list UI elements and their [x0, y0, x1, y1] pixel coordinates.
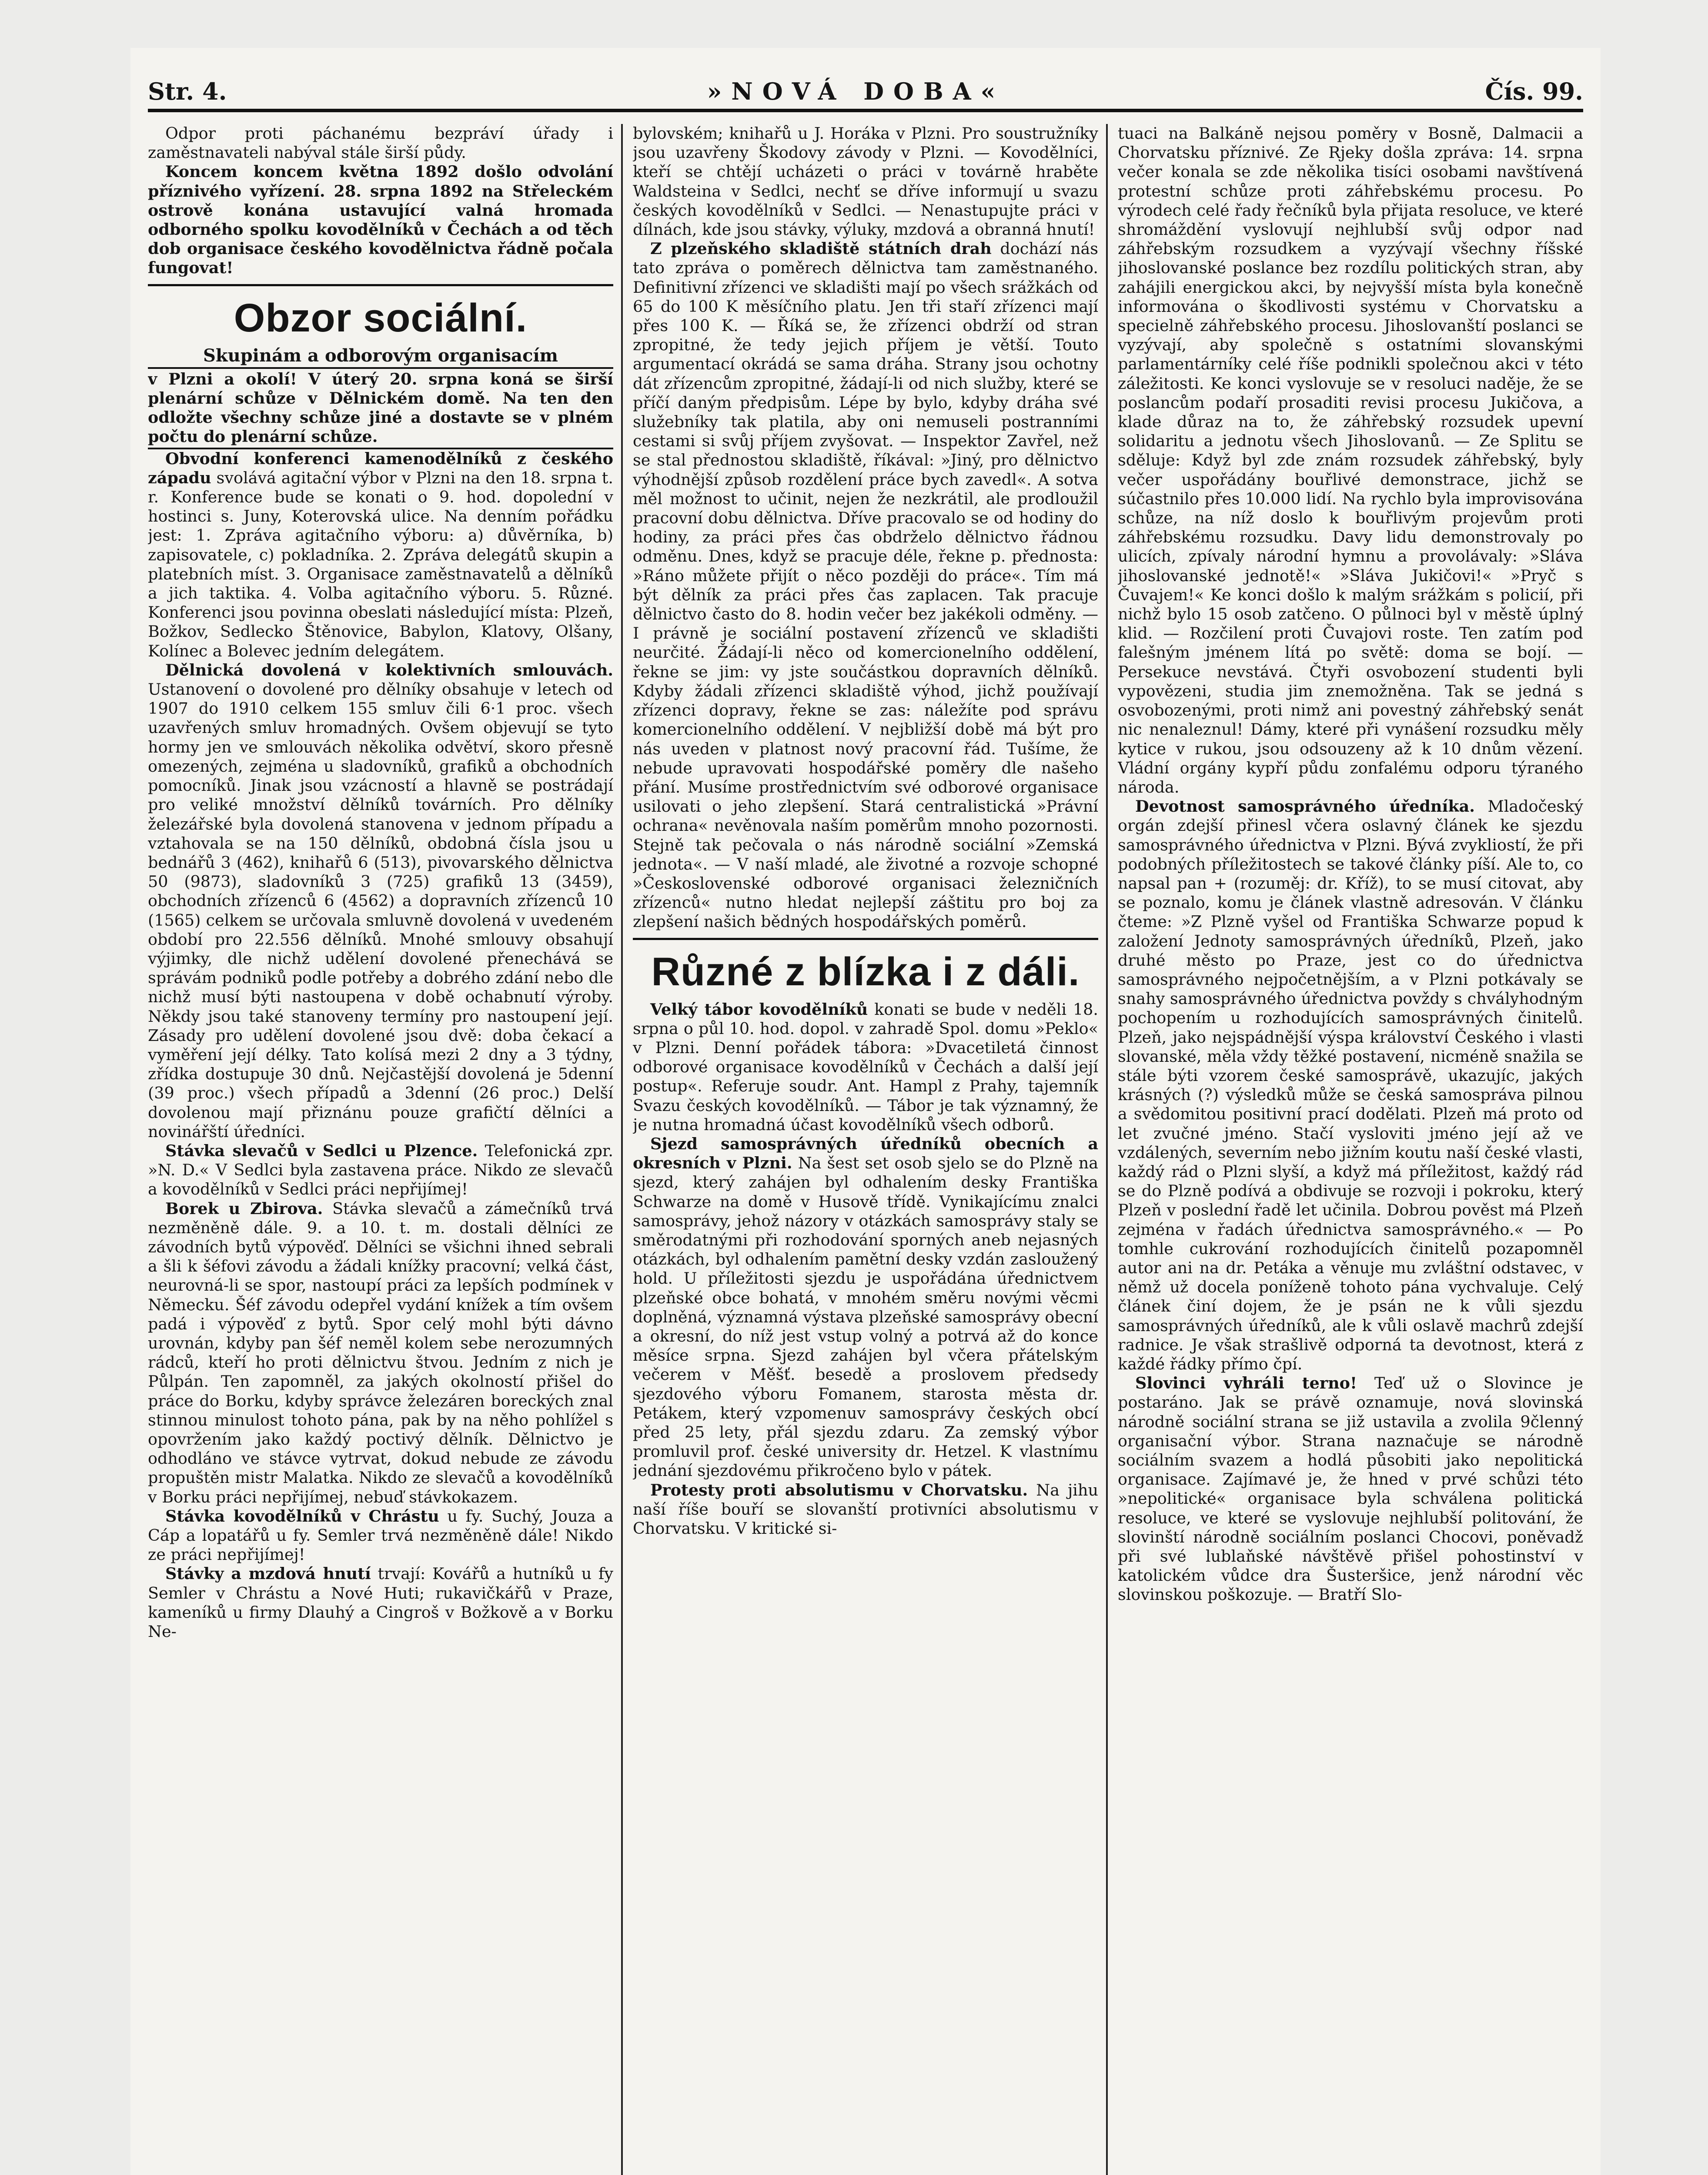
- column-3: [1118, 124, 1583, 2175]
- issue-number: Čís. 99.: [1485, 77, 1583, 105]
- section-heading: Různé z blízka i z dáli.: [651, 949, 1080, 994]
- article-heading: Velký tábor kovodělníků: [650, 1000, 868, 1019]
- page-number: Str. 4.: [148, 77, 227, 105]
- article-text: Stávka slevačů a zámečníků trvá nezměněně dále. 9. a 10. t. m. dostali dělníci ze závodních bytů výpověď. Dělníci se všichni ihned sebrali a šli k šéfovi závodu a žádali knížky pracovní; velká část, neurovná-li se spor, nastoupí práci za lepších podmínek v Německu. Šéf závodu odepřel vydání knížek a tím ovšem padá i výpověď z bytů. Spor celý mohl býti dávno urovnán, kdyby pan šéf neměl kolem sebe nerozumných rádců, kteří ho proti dělnictvu štvou. Jedním z nich je Půlpán. Ten zapomněl, za jakých okolností přišel do práce do Borku, kdyby správce železáren boreckých znal stinnou minulost tohoto pána, pak by na něho pohlížel s opovržením jako každý poctivý dělník. Dělnictvo je odhodláno ve stávce vytrvat, dokud nebude ze závodu propuštěn mistr Malatka. Nikdo ze slevačů a kovodělníků v Borku práci nepřijímej, nebuď stávkokazem.: [148, 1199, 613, 1506]
- article-text: Telefonická zpr. »N. D.« V Sedlci byla zastavena práce. Nikdo ze slevačů a kovodělníků v Sedlci práci nepřijímej!: [148, 1141, 613, 1199]
- article-heading: Slovinci vyhráli terno!: [1135, 1374, 1357, 1393]
- article-heading: Dělnická dovolená v kolektivních smlouvách.: [165, 660, 613, 679]
- article-text: dochází nás tato zpráva o poměrech dělnictva tam zaměstnaného. Definitivní zřízenci ve skladišti mají po všech srážkách od 65 do 100 K měsíčního platu. Jen tři staří zřízenci mají přes 100 K. — Říká se, že zřízenci obdrží od stran zpropitné, že tedy jejich příjem je větší. Touto argumentací okrádá se sama dráha. Strany jsou ochotny dát zřízencům zpropitné, žádají-li od nich služby, které se příčí daným předpisům. Lépe by bylo, kdyby dráha své služebníky tak platila, aby oni nemuseli postranními cestami si svůj příjem zvyšovat. — Inspektor Zavřel, než se stal přednostou skladiště, říkával: »Jiný, pro dělnictvo výhodnější způsob rozdělení práce bych zavedl«. A sotva měl možnost to učinit, nejen že nezkrátil, ale prodloužil pracovní dobu dělnictva. Dříve pracovalo se od hodiny do hodiny, za práci přes čas obdrželo dělnictvo řádnou odměnu. Dnes, když se pracuje déle, řekne p. přednosta: »Ráno můžete přijít o něco později do práce«. Tím má být dělník za práci přes čas zaplacen. Tak pracuje dělnictvo často do 8. hodin večer bez jakékoli odměny. — I právně je sociální postavení zřízenců ve skladišti neurčité. Žádají-li něco od komercionelního oddělení, řekne se jim: vy jste součástkou dopravních dělníků. Kdyby žádali zřízenci skladiště výhod, jichž používají zřízenci dopravy, řekne se zas: náležíte pod správu komercionelního oddělení. V nejbližší době má být pro nás uveden v platnost nový pracovní řád. Tušíme, že nebude upravovati hospodářské poměry dle našeho přání. Musíme prostřednictvím své odborové organisace usilovati o jeho zlepšení. Stará centralistická »Právní ochrana« nevěnovala naším poměrům mnoho pozornosti. Stejně tak pečovala o nás národně sociální »Zemská jednota«. — V naší mladé, ale životné a rozvoje schopné »Československé odborové organisaci železničních zřízenců« nutno hledat nejlepší záštitu pro boj za zlepšení našich bědných hospodářských poměrů.: [633, 239, 1098, 931]
- article-text: svolává agitační výbor v Plzni na den 18. srpna t. r. Konference bude se konati o 9. hod. dopolední v hostinci s. Juny, Koterovská ulice. Na denním pořádku jest: 1. Zpráva agitačního výboru: a) důvěrníka, b) zapisovatele, c) pokladníka. 2. Zpráva delegátů skupin a platebních míst. 3. Organisace zaměstnavatelů a dělníků a jich taktika. 4. Volba agitačního výboru. 5. Různé. Konferenci jsou povinna obeslati následující místa: Plzeň, Božkov, Sedlecko Štěnovice, Babylon, Klatovy, Olšany, Kolínec a Bolevec jedním delegátem.: [148, 468, 613, 660]
- article-text: Na jihu naší říše bouří se slovanští protivníci absolutismu v Chorvatsku. V kritické si-: [633, 1480, 1098, 1538]
- paragraph: bylovském; knihařů u J. Horáka v Plzni. Pro soustružníky jsou uzavřeny Škodovy závody v Plzni. — Kovodělníci, kteří se chtějí ucházeti o práci v továrně hraběte Waldsteina v Sedlci, nechť se dříve informují u svazu českých kovodělníků v Sedlci. — Nenastupujte práci v dílnách, kde jsou stávky, výluky, mzdová a obranná hnutí!: [633, 124, 1098, 239]
- notice-text: v Plzni a okolí! V úterý 20. srpna koná se širší plenární schůze v Dělnickém domě. Na ten den odložte všechny schůze jiné a dostavte se v plném počtu do plenární schůze.: [148, 367, 613, 449]
- article-heading: Stávka slevačů v Sedlci u Plzence.: [165, 1141, 478, 1160]
- column-rule: [1106, 124, 1108, 2175]
- notice-heading: Skupinám a odborovým organisacím: [203, 345, 558, 366]
- article-heading: Protesty proti absolutismu v Chorvatsku.: [650, 1480, 1028, 1499]
- article-heading: Sjezd samosprávných úředníků obecních a okresních v Plzni.: [633, 1134, 1098, 1173]
- newspaper-page: [130, 48, 1601, 2175]
- paragraph: tuaci na Balkáně nejsou poměry v Bosně, Dalmacii a Chorvatsku příznivé. Ze Rjeky došla zpráva: 14. srpna večer konala se zde několika tisíci osobami navštívená protestní schůze proti záhřebskému procesu. Po výrodech celé řady řečníků byla přijata resoluce, ve které shromáždění vyslovují nejhlubší svůj odpor nad záhřebským rozsudkem a vyzývají všechny říšské jihoslovanské poslance bez rozdílu politických stran, aby zahájili energickou akci, by nejvyšší místa byla konečně informována o škodlivosti systému v Chorvatsku a specielně záhřebského procesu. Jihoslovanští poslanci se vyzývají, aby společně s ostatními slovanskými parlamentárníky celé říše podnikli společnou akci v této záležitosti. Ke konci vyslovuje se v resoluci naděje, že se poslancům podaří prosaditi revisi procesu Jukičova, a klade důraz na to, že záhřebský rozsudek upevní solidaritu a jednotu všech Jihoslovanů. — Ze Splitu se sděluje: Když byl zde znám rozsudek záhřebský, byly večer uspořádány bouřlivé demonstrace, jichž se súčastnilo přes 10.000 lidí. Na rychlo byla improvisována schůze, na níž doslo k bouřlivým projevům proti záhřebskému rozsudku. Davy lidu demonstrovaly po ulicích, zpívaly národní hymnu a provolávaly: »Sláva jihoslovanské jednotě!« »Sláva Jukičovi!« »Pryč s Čuvajem!« Ke konci došlo k malým srážkám s policií, při nichž bylo 15 osob zatčeno. O půlnoci byl v městě úplný klid. — Rozčilení proti Čuvajovi roste. Ten zatím pod falešným jménem lítá po světě: doma se bojí. — Persekuce nevstává. Čtyři osvobození studenti byli vypovězeni, studia jim znemožněna. Tak se jedná s osvobozenými, proti nimž ani povestný záhřebský senát nic nenaleznul! Dámy, které při vynášení rozsudku měly kytice v rukou, jsou odsouzeny až k 10 dnům vězení. Vládní orgány kypří půdu zonfalému odporu týraného národa.: [1118, 124, 1583, 796]
- article-text: u fy. Suchý, Jouza a Cáp a lopatářů u fy. Semler trvá nezměněně dále! Nikdo ze práci nepřijímej!: [148, 1506, 613, 1564]
- article-heading: Borek u Zbirova.: [165, 1199, 323, 1218]
- paragraph: Odpor proti páchanému bezpráví úřady i zaměstnavateli nabýval stále širší půdy.: [148, 124, 613, 162]
- article-text: trvají: Kovářů a hutníků u fy Semler v Chrástu a Nové Huti; rukavičkářů v Praze, kameníků u firmy Dlauhý a Cingroš v Božkově a v Borku Ne-: [148, 1564, 613, 1641]
- article-heading: Z plzeňského skladiště státních drah: [650, 239, 992, 258]
- article-heading: Obvodní konferenci kamenodělníků z českého západu: [148, 449, 613, 487]
- section-rule: [633, 938, 1098, 940]
- column-2: [633, 124, 1098, 2175]
- article-heading: Devotnost samosprávného úředníka.: [1135, 797, 1475, 816]
- article-text: Na šest set osob sjelo se do Plzně na sjezd, který zahájen byl odhalením desky Františka Schwarze na domě v Husově třídě. Vynikajícímu znalci samosprávy, jehož názory v otázkách samosprávy staly se směrodatnými při rozhodování sporných aneb nejasných otázkách, byl odhalením pamětní desky vzdán zasloužený hold. U příležitosti sjezdu je uspořádána úřednictvem plzeňské obce bohatá, v mnohém směru novými věcmi doplněná, významná výstava plzeňské samosprávy obecní a okresní, do níž jest vstup volný a potrvá až do konce měsíce srpna. Sjezd zahájen byl včera přátelským večerem v Měšť. besedě a proslovem předsedy sjezdového výboru Fomanem, starosta města dr. Petákem, který vzpomenuv samosprávy českých obcí před 25 lety, přál sjezdu zdaru. Za zemský výbor promluvil prof. české university dr. Hetzel. K vlastnímu jednání sjezdovému přikročeno bylo v pátek.: [633, 1154, 1098, 1480]
- article-text: Teď už o Slovince je postaráno. Jak se právě oznamuje, nová slovinská národně sociální strana se již ustavila a zvolila 9členný organisační výbor. Strana naznačuje se národně sociálním svazem a hodlá působiti jako nepolitická organisace. Zajímavé je, že hned v prvé schůzi této »nepolitické« organisace byla schválena politická resoluce, ve které se vyslovuje nejhlubší politování, že slovinští národně sociálním poslanci Chocovi, poněvadž při své lublaňské návštěvě přišel pohostinství v katolickém vůdce dra Šusteršice, jenž národní věc slovinskou poškozuje. — Bratří Slo-: [1118, 1374, 1583, 1604]
- article-text: Ustanovení o dovolené pro dělníky obsahuje v letech od 1907 do 1910 celkem 155 smluv čili 6·1 proc. všech uzavřených smluv hromadných. Ovšem objevují se tyto hormy jen ve smlouvách několika odvětví, skoro přesně omezených, zejména u sladovníků, grafiků a obchodních pomocníků. Jinak jsou vzácností a hlavně se postrádají pro veliké množství dělníků továrních. Pro dělníky železářské byla dovolená stanovena v jednom případu a vztahovala se na 150 dělníků, obdobná čísla jsou u bednářů 3 (462), knihařů 6 (513), pivovarského dělnictva 50 (9873), sladovníků 3 (725) grafiků 13 (3459), obchodních zřízenců 6 (4562) a dopravních zřízenců 10 (1565) celkem se určovala smluvně dovolená v uvedeném období pro 22.556 dělníků. Mnohé smlouvy obsahují výjimky, dle nichž udělení dovolené přenechává se správám podniků podle potřeby a dobrého zdání nebo dle nichž musí býti nastoupena v době ochabnutí výroby. Někdy jsou také stanoveny termíny pro nastoupení její. Zásady pro udělení dovolené jsou dvě: doba čekací a vyměření její délky. Tato kolísá mezi 2 dny a 3 týdny, zřídka dostupuje 30 dnů. Nejčastější dovolená je 5denní (39 proc.) všech případů a 3denní (26 proc.) Delší dovolenou mají přiznánu pouze grafičtí dělníci a novinářští úředníci.: [148, 680, 613, 1141]
- article-heading: Stávky a mzdová hnutí: [165, 1564, 371, 1583]
- page-header: [148, 61, 1583, 112]
- paragraph: Koncem koncem května 1892 došlo odvolání příznivého vyřízení. 28. srpna 1892 na Střeleckém ostrově konána ustavující valná hromada odborného spolku kovodělníků v Čechách a od těch dob organisace českého kovodělnictva řádně počala fungovat!: [148, 162, 613, 278]
- article-text: konati se bude v neděli 18. srpna o půl 10. hod. dopol. v zahradě Spol. domu »Peklo« v Plzni. Denní pořádek tábora: »Dvacetiletá činnost odborové organisace kovodělníků v Čechách a další její postup«. Referuje soudr. Ant. Hampl z Prahy, tajemník Svazu českých kovodělníků. — Tábor je tak významný, že je nutna hromadná účast kovodělníků všech odborů.: [633, 1000, 1098, 1134]
- article-heading: Stávka kovodělníků v Chrástu: [165, 1506, 439, 1526]
- column-rule: [621, 124, 623, 2175]
- column-1: [148, 124, 613, 2175]
- article-text: Mladočeský orgán zdejší přinesl včera oslavný článek ke sjezdu samosprávného úřednictva v Plzni. Bývá zvykliostí, že při podobných příležitostech se takové články píší. Ale to, co napsal pan + (rozuměj: dr. Kříž), to se musí citovat, aby se poznalo, komu je článek vlastně adresován. V článku čteme: »Z Plzně vyšel od Františka Schwarze popud k založení Jednoty samosprávných úředníků, Plzeň, jako druhé město po Praze, jest co do úřednictva samosprávného nejpočetnějším, a v Plzni potkávaly se snahy samosprávného úřednictva povždy s chvályhodným pochopením u rozhodujících samosprávných činitelů. Plzeň, jako nejspádnější výspa království Českého i vlasti slovanské, měla vždy těžké postavení, nicméně snažila se stále býti vzorem české samosprávě, ukazujíc, jakých krásných (?) výsledků může se česká samospráva pilnou a svědomitou positivní prací dodělati. Plzeň má proto od let zvučné jméno. Stačí vysloviti jméno její až ve vzdálených, severním nebo jižním koutu naší české vlasti, každý rád o Plzni slyší, a když má příležitost, každý rád se do Plzně podívá a obdivuje se rozvoji i pokroku, který Plzeň v poslední řadě let učinila. Dobrou pověst má Plzeň zejména v řadách úřednictva samosprávného.« — Po tomhle cukrování rozhodujících činitelů pozapomněl autor ani na dr. Petáka a věnuje mu zvláštní odstavec, v němž už docela poníženě tohoto pána vychvaluje. Celý článek činí dojem, že je psán ne k vůli sjezdu samosprávných úředníků, ale k vůli oslavě machrů zdejší radnice. Je však strašlivě odporná ta devotnost, která z každé řádky přímo čpí.: [1118, 797, 1583, 1373]
- section-heading: Obzor sociální.: [234, 295, 528, 340]
- newspaper-title: »NOVÁ DOBA«: [707, 77, 1005, 105]
- section-rule: [148, 284, 613, 286]
